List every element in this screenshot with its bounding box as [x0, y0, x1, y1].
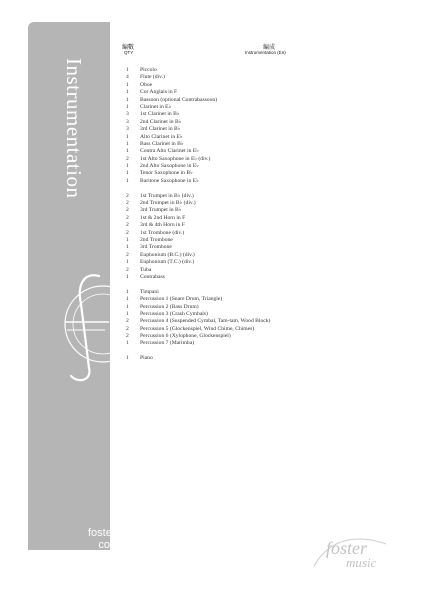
instrument-row: [126, 296, 386, 303]
instrument-name: 1st Trumpet in B♭ (div.): [140, 192, 194, 199]
instrument-qty: 1: [126, 163, 129, 170]
instrument-qty: 2: [126, 222, 129, 229]
instrument-name: Percussion 4 (Suspended Cymbal, Tam-tam, Wood Block): [140, 318, 271, 325]
instrument-name: 3rd Trumpet in B♭: [140, 207, 182, 214]
instrument-name: Flute (div.): [140, 74, 165, 81]
instrument-qty: 2: [126, 207, 129, 214]
instrument-qty: 1: [126, 170, 129, 177]
instrument-row: [126, 326, 386, 333]
instrument-qty: 2: [126, 318, 129, 325]
instrumentation-header-zh: 編成: [263, 44, 276, 51]
instrument-qty: 1: [126, 140, 129, 147]
instrumentation-header-en: Instrumentation (En): [245, 50, 286, 55]
instrument-qty: 2: [126, 325, 129, 332]
instrument-name: 2nd Trumpet in B♭ (div.): [140, 200, 196, 207]
instrument-row: [126, 274, 386, 281]
instrument-name: Percussion 3 (Crash Cymbals): [140, 310, 208, 317]
instrument-qty: 2: [126, 192, 129, 199]
brand-text: [88, 527, 144, 551]
instrument-qty: 2: [126, 200, 129, 207]
instrument-name: Percussion 2 (Bass Drum): [140, 303, 199, 310]
instrument-name: Bass Clarinet in B♭: [140, 140, 184, 147]
instrument-qty: 1: [126, 273, 129, 280]
instrument-name: Tenor Saxophone in B♭: [140, 170, 193, 177]
instrument-name: 3rd Trombone: [140, 244, 172, 251]
instrument-row: [126, 82, 386, 89]
qty-header-zh: 編數: [122, 44, 135, 51]
instrument-name: 1st Alto Saxophone in E♭ (div.): [140, 155, 211, 162]
instrument-qty: 1: [126, 288, 129, 295]
instrument-qty: 2: [126, 333, 129, 340]
instrument-qty: 2: [126, 214, 129, 221]
group-spacer: [126, 348, 386, 355]
instrument-name: Tuba: [140, 266, 152, 273]
instrument-qty: 1: [126, 355, 129, 362]
instrument-qty: 1: [126, 296, 129, 303]
foster-f-logo: [59, 264, 115, 384]
instrument-row: [126, 126, 386, 133]
instrument-row: [126, 178, 386, 185]
instrument-row: [126, 304, 386, 311]
instrument-name: Clarinet in E♭: [140, 103, 172, 110]
instrument-name: 3rd Clarinet in B♭: [140, 126, 181, 133]
instrument-row: [126, 318, 386, 325]
instrument-row: [126, 237, 386, 244]
instrument-qty: 1: [126, 133, 129, 140]
instrument-name: Percussion 1 (Snare Drum, Triangle): [140, 296, 223, 303]
instrument-qty: 1: [126, 81, 129, 88]
footer-logo-line2: music: [346, 555, 377, 570]
instrument-name: Contra Alto Clarinet in E♭: [140, 148, 199, 155]
instrument-name: Euphonium (T.C.) (div.): [140, 259, 195, 266]
instrument-row: [126, 244, 386, 251]
instrument-row: [126, 267, 386, 274]
instrument-qty: 1: [126, 67, 129, 73]
footer-logo-line1: foster: [326, 538, 368, 558]
instrument-row: [126, 134, 386, 141]
brand-line1: fostermusic: [88, 527, 145, 539]
instrument-qty: 1: [126, 89, 129, 96]
instrument-name: Timpani: [140, 288, 159, 295]
brand-line2: collection: [98, 539, 145, 551]
qty-header-en: QTY: [124, 50, 134, 55]
instrument-name: Cor Anglais in F: [140, 89, 178, 96]
instrument-row: [126, 111, 386, 118]
instrument-name: 1st Trombone (div.): [140, 229, 185, 236]
instrument-row: [126, 207, 386, 214]
instrument-row: [126, 340, 386, 347]
instrument-name: 2nd Clarinet in B♭: [140, 118, 182, 125]
instrument-name: 3rd & 4th Horn in F: [140, 222, 185, 229]
instrument-name: Percussion 7 (Marimba): [140, 340, 195, 347]
instrument-row: [126, 170, 386, 177]
instrument-name: 1st Clarinet in B♭: [140, 111, 180, 118]
instrument-qty: 1: [126, 148, 129, 155]
instrument-row: [126, 97, 386, 104]
instrument-qty: 2: [126, 251, 129, 258]
instrument-qty: 3: [126, 126, 129, 133]
instrument-qty: 1: [126, 244, 129, 251]
instrument-qty: 3: [126, 111, 129, 118]
instrument-qty: 2: [126, 155, 129, 162]
instrument-qty: 1: [126, 340, 129, 347]
instrument-name: 2nd Alto Saxophone in E♭: [140, 163, 199, 170]
instrument-qty: 1: [126, 236, 129, 243]
instrument-qty: 1: [126, 177, 129, 184]
instrument-row: [126, 74, 386, 81]
instrument-qty: 1: [126, 96, 129, 103]
instrument-row: [126, 67, 386, 74]
instrument-row: [126, 215, 386, 222]
instrument-name: Bassoon (optional Contrabassoon): [140, 96, 218, 103]
instrument-name: 2nd Trombone: [140, 236, 173, 243]
instrument-row: [126, 222, 386, 229]
instrument-qty: 1: [126, 259, 129, 266]
instrument-qty: 2: [126, 266, 129, 273]
instrument-qty: 4: [126, 74, 129, 81]
instrument-row: [126, 89, 386, 96]
instrument-name: Oboe: [140, 81, 153, 88]
instrument-list: [126, 67, 386, 363]
foster-music-logo: [312, 536, 388, 572]
group-spacer: [126, 185, 386, 192]
instrument-row: [126, 156, 386, 163]
instrument-name: Euphonium (B.C.) (div.): [140, 251, 195, 258]
instrument-row: [126, 193, 386, 200]
instrument-name: Baritone Saxophone in E♭: [140, 177, 199, 184]
instrument-name: Alto Clarinet in E♭: [140, 133, 183, 140]
instrument-qty: 1: [126, 303, 129, 310]
instrument-name: Percussion 5 (Glockenspiel, Wind Chime, Chimes): [140, 325, 255, 332]
instrument-name: Piano: [140, 355, 153, 362]
instrument-qty: 3: [126, 118, 129, 125]
instrument-qty: 2: [126, 229, 129, 236]
instrument-row: [126, 289, 386, 296]
instrument-row: [126, 355, 386, 362]
group-spacer: [126, 281, 386, 288]
sidebar-title: Instrumentation: [62, 58, 86, 199]
instrument-name: Piccolo: [140, 67, 157, 73]
instrument-row: [126, 230, 386, 237]
instrument-name: Percussion 6 (Xylophone, Glockenspiel): [140, 333, 231, 340]
instrument-name: Contrabass: [140, 273, 165, 280]
instrument-qty: 1: [126, 103, 129, 110]
instrument-row: [126, 148, 386, 155]
instrument-qty: 1: [126, 310, 129, 317]
instrument-name: 1st & 2nd Horn in F: [140, 214, 186, 221]
instrument-row: [126, 259, 386, 266]
